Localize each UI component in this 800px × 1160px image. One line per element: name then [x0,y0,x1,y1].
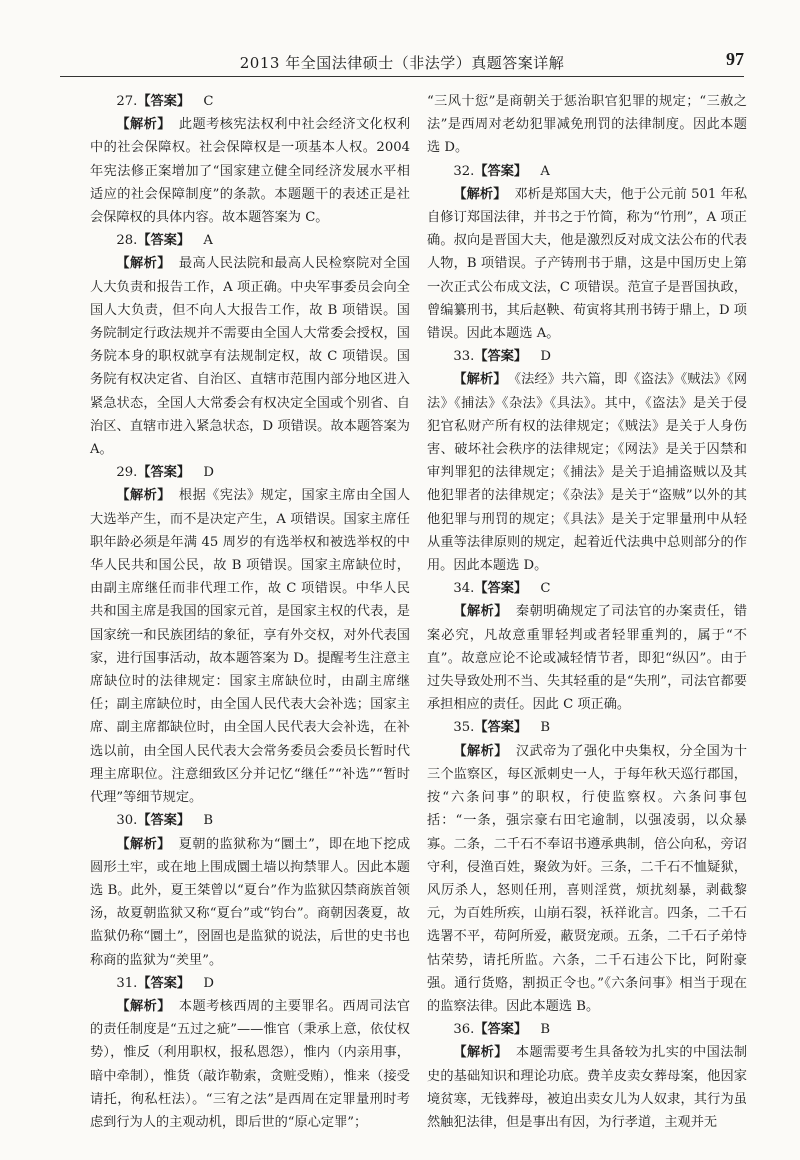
analysis-paragraph [90,113,410,229]
question-number: 35. [453,720,475,736]
question-number: 36. [453,1022,475,1038]
question-number: 27. [116,94,138,109]
answer-line [427,345,747,368]
answer-tag: 【答案】 [137,94,191,109]
answer-value: C [203,94,214,109]
answer-line [427,716,747,739]
answer-tag: 【答案】 [474,349,528,365]
analysis-tag: 【解析】 [453,1045,508,1061]
analysis-text: 此题考核宪法权利中社会经济文化权利中的社会保障权。社会保障权是一项基本人权。2004 年宪法修正案增加了“国家建立健全同经济发展水平相适应的社会保障制度”的条款。本题题干的表述正是社会保障权的具体内容。故本题答案为 C。 [90,117,411,226]
question-number: 32. [453,163,475,179]
analysis-paragraph [427,183,747,345]
answer-tag: 【答案】 [137,975,191,991]
answer-value: B [540,720,551,736]
answer-tag: 【答案】 [137,813,191,829]
analysis-paragraph [427,368,747,577]
analysis-text: 根据《宪法》规定，国家主席由全国人大选举产生，而不是决定产生，A 项错误。国家主席任职年龄必须是年满 45 周岁的有选举权和被选举权的中华人民共和国公民，故 B 项错误。国家主席缺位时，由副主席继任而非代理工作，故 C 项错误。中华人民共和国主席是我国的国家元首，是国家主权的代表，是国家统一和民族团结的象征，享有外交权，对外代表国家，进行国事活动，故本题答案为 D。提醒考生注意主席缺位时的法律规定：国家主席缺位时，由副主席继任；副主席缺位时，由全国人民代表大会补选；国家主席、副主席都缺位时，由全国人民代表大会补选，在补选以前，由全国人民代表大会常务委员会委员长暂时代理主席职位。注意细致区分并记忆“继任”“补选”“暂时代理”等细节规定。 [90,488,411,806]
analysis-paragraph [90,833,410,972]
answer-tag: 【答案】 [474,581,528,597]
header-title: 2013 年全国法律硕士（非法学）真题答案详解 [239,54,565,72]
answer-value: B [540,1022,551,1038]
answer-value: A [203,233,213,249]
answer-line [90,972,410,995]
analysis-tag: 【解析】 [116,998,171,1014]
question-number: 28. [116,233,138,249]
answer-line [90,90,410,113]
question-number: 34. [453,581,475,597]
answer-line [427,1018,747,1041]
analysis-tag: 【解析】 [116,488,171,504]
analysis-text: 《法经》共六篇，即《盗法》《贼法》《网法》《捕法》《杂法》《具法》。其中，《盗法》是关于侵犯官私财产所有权的法律规定；《贼法》是关于人身伤害、破坏社会秩序的法律规定；《网法》是关于囚禁和审判罪犯的法律规定；《捕法》是关于追捕盗贼以及其他犯罪者的法律规定；《杂法》是关于“盗贼”以外的其他犯罪与刑罚的规定；《具法》是关于定罪量刑中从轻从重等法律原则的规定，起着近代法典中总则部分的作用。因此本题选 D。 [427,372,748,574]
analysis-paragraph [427,600,747,716]
answer-line [90,229,410,252]
analysis-text: 夏朝的监狱称为“圜土”，即在地下挖成圆形土牢，或在地上围成圜土墙以拘禁罪人。因此本题选 B。此外，夏王桀曾以“夏台”作为监狱囚禁商族首领汤，故夏朝监狱又称“夏台”或“钧台”。商朝因袭夏，故监狱仍称“圜土”，囹圄也是监狱的说法，后世的史书也称商的监狱为“羑里”。 [90,836,411,968]
question-number: 30. [116,813,138,829]
analysis-tag: 【解析】 [453,604,508,620]
analysis-text: 秦朝明确规定了司法官的办案责任，错案必究，凡故意重罪轻判或者轻罪重判的，属于“不直”。故意应论不论或减轻情节者，即犯“纵囚”。由于过失导致处刑不当、失其轻重的是“失刑”，司法官都要承担相应的责任。因此 C 项正确。 [427,604,748,713]
answer-value: B [203,813,214,829]
answer-tag: 【答案】 [474,720,528,736]
analysis-text: 本题需要考生具备较为扎实的中国法制史的基础知识和理论功底。费羊皮卖女葬母案，他因家境贫寒，无钱葬母，被迫出卖女儿为人奴隶，其行为虽然触犯法律，但是事出有因，为行孝道，主观并无 [427,1045,748,1130]
analysis-tag: 【解析】 [453,372,507,388]
page-number: 97 [726,49,744,69]
answer-value: D [203,465,214,481]
answer-line [90,809,410,832]
answer-line [427,160,747,183]
answer-value: C [540,581,551,597]
continued-paragraph: “三风十愆”是商朝关于惩治职官犯罪的规定；“三赦之法”是西周对老幼犯罪减免刑罚的法律制度。因此本题选 D。 [427,94,747,156]
analysis-paragraph [427,740,747,1018]
analysis-tag: 【解析】 [453,186,507,202]
question-number: 29. [116,465,138,481]
answer-value: D [203,975,214,991]
analysis-tag: 【解析】 [116,256,171,272]
analysis-text: 本题考核西周的主要罪名。西周司法官的责任制度是“五过之疵”——惟官（秉承上意，依仗权势），惟反（利用职权，报私恩怨），惟内（内亲用事，暗中牵制），惟货（敲诈勒索，贪赃受贿），惟来（接受请托，徇私枉法）。“三宥之法”是西周在定罪量刑时考虑到行为人的主观动机，即后世的“原心定罪”； [90,998,411,1130]
analysis-paragraph [427,1041,747,1134]
analysis-text: 邓析是郑国大夫，他于公元前 501 年私自修订郑国法律，并书之于竹简，称为“竹刑”，A 项正确。叔向是晋国大夫，他是激烈反对成文法公布的代表人物，B 项错误。子产铸刑书于鼎，这是中国历史上第一次正式公布成文法，C 项错误。范宣子是晋国执政，曾编纂刑书，其后赵鞅、荀寅将其刑书铸于鼎上，D 项错误。因此本题选 A。 [427,186,748,342]
answer-tag: 【答案】 [474,163,528,179]
answer-line [90,461,410,484]
question-number: 31. [116,975,138,991]
left-column [90,90,410,1134]
right-column [427,90,747,1134]
answer-tag: 【答案】 [137,465,191,481]
analysis-tag: 【解析】 [116,117,171,133]
analysis-tag: 【解析】 [116,836,171,852]
analysis-text: 最高人民法院和最高人民检察院对全国人大负责和报告工作，A 项正确。中央军事委员会向全国人大负责，但不向人大报告工作，故 B 项错误。国务院制定行政法规并不需要由全国人大常委会授权，国务院本身的职权就享有法规制定权，故 C 项错误。国务院有权决定省、自治区、直辖市范围内部分地区进入紧急状态，全国人大常委会有权决定全国或个别省、自治区、直辖市进入紧急状态，D 项错误。故本题答案为 A。 [90,256,411,458]
answer-tag: 【答案】 [474,1022,528,1038]
question-number: 33. [453,349,475,365]
analysis-paragraph [90,252,410,461]
answer-line [427,577,747,600]
answer-value: A [540,163,550,179]
analysis-text: 汉武帝为了强化中央集权，分全国为十三个监察区，每区派刺史一人，于每年秋天巡行郡国，按“六条问事”的职权，行使监察权。六条问事包括：“一条，强宗豪右田宅逾制，以强凌弱，以众暴寡。二条，二千石不奉诏书遵承典制，倍公向私，旁诏守利，侵渔百姓，聚敛为奸。三条，二千石不恤疑狱，风厉杀人，怒则任刑，喜则淫赏，烦扰刻暴，剥截黎元，为百姓所疾，山崩石裂，袄祥讹言。四条，二千石选署不平，苟阿所爱，蔽贤宠顽。五条，二千石子弟恃怙荣势，请托所监。六条，二千石违公下比，阿附豪强。通行货赂，割损正令也。”《六条问事》相当于现在的监察法律。因此本题选 B。 [427,743,748,1014]
analysis-paragraph [90,484,410,809]
analysis-tag: 【解析】 [453,743,508,759]
answer-tag: 【答案】 [137,233,191,249]
answer-value: D [540,349,551,365]
analysis-paragraph [90,995,410,1134]
running-header [60,46,744,77]
